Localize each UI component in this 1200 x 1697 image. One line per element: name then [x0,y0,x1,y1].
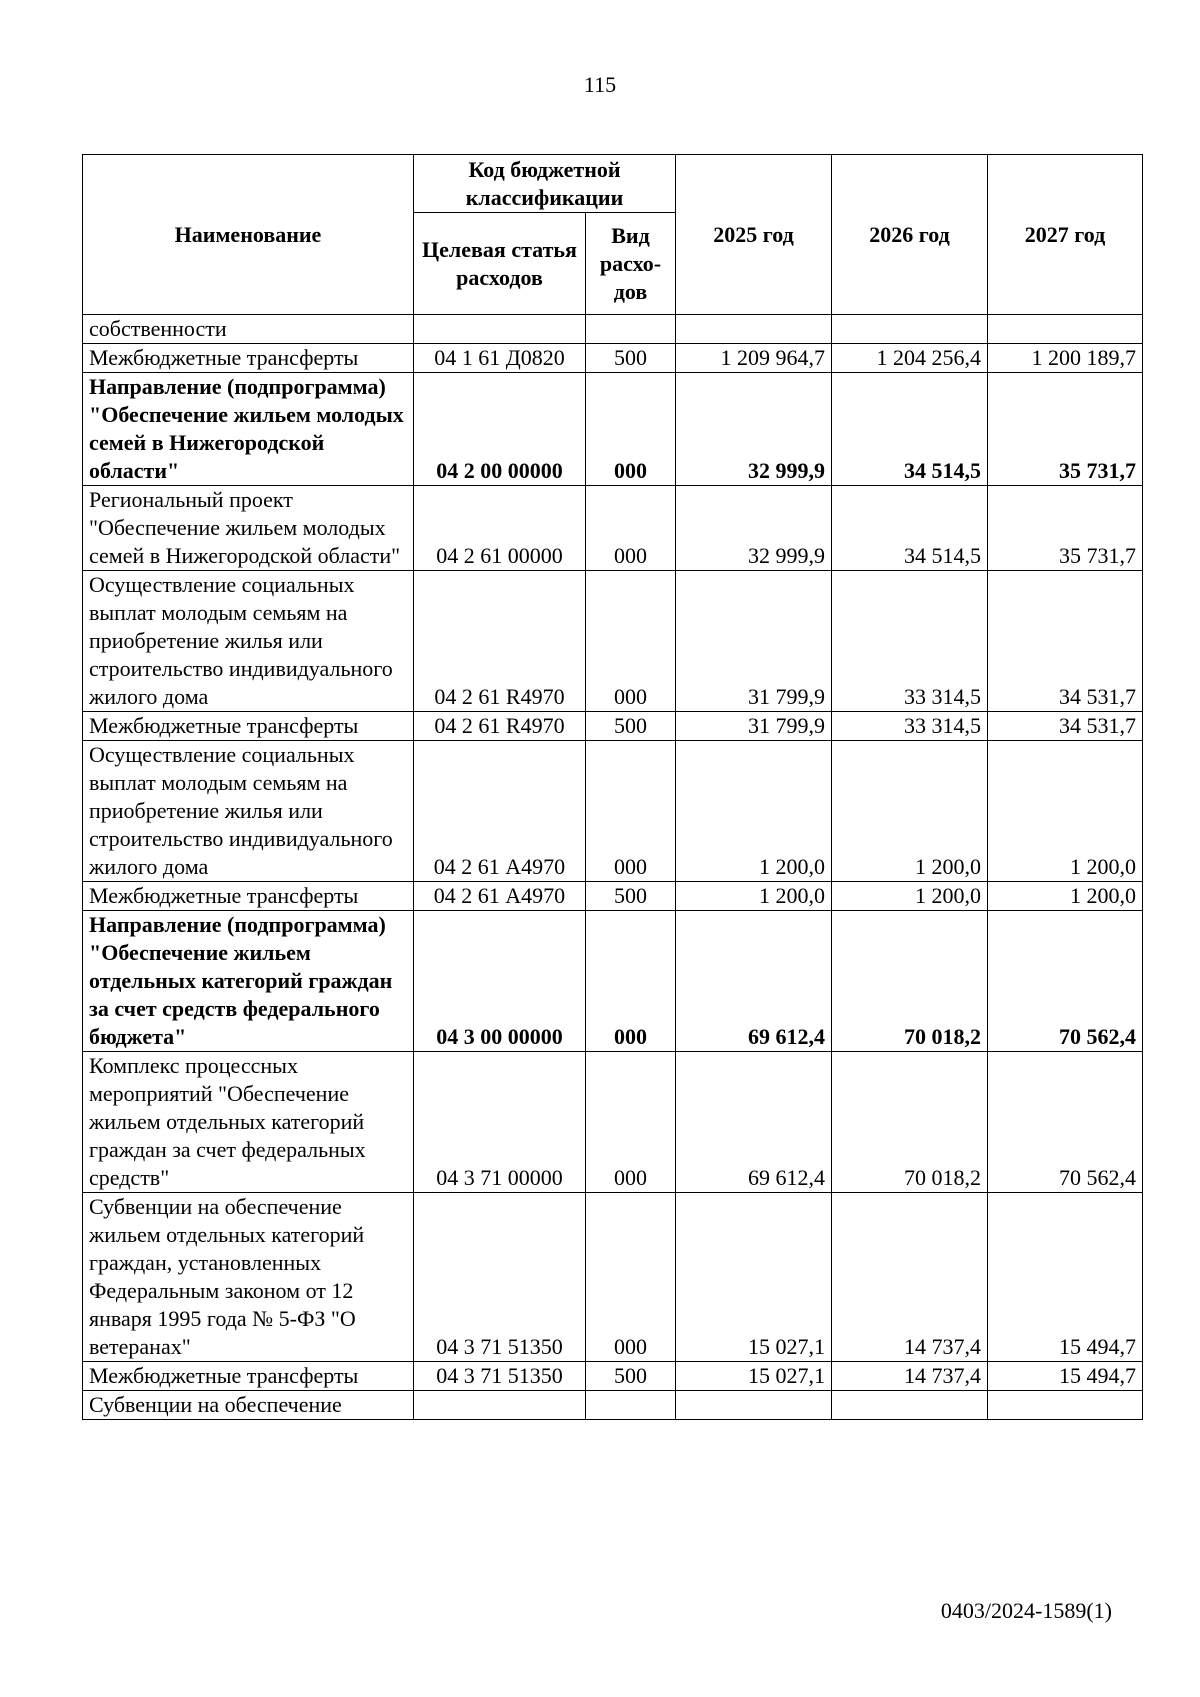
cell-2025: 15 027,1 [676,1362,832,1391]
cell-name: Осуществление социальных выплат молодым семьям на приобретение жилья или строительство индивидуального жилого дома [83,741,414,882]
cell-2026 [832,1391,988,1420]
cell-target-article: 04 2 61 R4970 [414,712,586,741]
cell-target-article: 04 3 71 51350 [414,1193,586,1362]
header-2025: 2025 год [676,155,832,315]
cell-target-article: 04 2 61 А4970 [414,741,586,882]
cell-2026: 33 314,5 [832,571,988,712]
cell-2027: 34 531,7 [988,571,1143,712]
cell-name: Региональный проект "Обеспечение жильем молодых семей в Нижегородской области" [83,486,414,571]
cell-2026 [832,315,988,344]
table-row [83,1052,1143,1193]
cell-expense-type: 500 [586,344,676,373]
cell-name: Субвенции на обеспечение жильем отдельных категорий граждан, установленных Федеральным законом от 12 января 1995 года № 5-ФЗ "О ветеранах" [83,1193,414,1362]
header-expense-type: Вид расхо-дов [586,213,676,315]
cell-target-article: 04 2 61 00000 [414,486,586,571]
cell-2027: 35 731,7 [988,486,1143,571]
cell-expense-type [586,315,676,344]
cell-target-article: 04 2 61 R4970 [414,571,586,712]
cell-2027: 70 562,4 [988,1052,1143,1193]
cell-2026: 14 737,4 [832,1362,988,1391]
header-target-article: Целевая статья расходов [414,213,586,315]
cell-2026: 34 514,5 [832,486,988,571]
cell-2026: 33 314,5 [832,712,988,741]
cell-expense-type: 500 [586,1362,676,1391]
cell-2025: 1 200,0 [676,741,832,882]
document-id: 0403/2024-1589(1) [940,1598,1112,1623]
cell-target-article: 04 1 61 Д0820 [414,344,586,373]
table-row [83,373,1143,486]
cell-expense-type: 000 [586,911,676,1052]
cell-2026: 1 200,0 [832,741,988,882]
table-row [83,571,1143,712]
cell-name: Межбюджетные трансферты [83,1362,414,1391]
cell-name: Межбюджетные трансферты [83,712,414,741]
cell-2025: 15 027,1 [676,1193,832,1362]
cell-2025: 32 999,9 [676,486,832,571]
cell-name: Направление (подпрограмма) "Обеспечение жильем отдельных категорий граждан за счет средств федерального бюджета" [83,911,414,1052]
cell-target-article: 04 3 00 00000 [414,911,586,1052]
cell-target-article [414,1391,586,1420]
cell-expense-type: 000 [586,741,676,882]
cell-target-article: 04 2 61 А4970 [414,882,586,911]
table-row [83,1362,1143,1391]
table-row [83,911,1143,1052]
cell-2027 [988,1391,1143,1420]
cell-expense-type: 500 [586,712,676,741]
budget-table [82,154,1143,1420]
cell-2027: 34 531,7 [988,712,1143,741]
header-budget-code: Код бюджетной классификации [414,155,676,213]
cell-2027: 15 494,7 [988,1193,1143,1362]
cell-2025: 1 209 964,7 [676,344,832,373]
table-row [83,1193,1143,1362]
cell-name: Направление (подпрограмма) "Обеспечение жильем молодых семей в Нижегородской области" [83,373,414,486]
cell-2027: 1 200,0 [988,741,1143,882]
cell-2026: 70 018,2 [832,1052,988,1193]
cell-name: собственности [83,315,414,344]
cell-name: Межбюджетные трансферты [83,882,414,911]
cell-2027: 1 200,0 [988,882,1143,911]
cell-2025: 32 999,9 [676,373,832,486]
cell-2025: 69 612,4 [676,911,832,1052]
table-row [83,486,1143,571]
header-2026: 2026 год [832,155,988,315]
cell-2027: 1 200 189,7 [988,344,1143,373]
cell-2027: 15 494,7 [988,1362,1143,1391]
page-number: 115 [583,72,617,97]
cell-2026: 70 018,2 [832,911,988,1052]
table-row [83,882,1143,911]
cell-expense-type: 000 [586,1052,676,1193]
cell-expense-type: 000 [586,1193,676,1362]
table-row [83,741,1143,882]
cell-expense-type: 500 [586,882,676,911]
table-row [83,1391,1143,1420]
cell-2026: 34 514,5 [832,373,988,486]
cell-2025: 31 799,9 [676,571,832,712]
cell-expense-type: 000 [586,373,676,486]
cell-expense-type: 000 [586,486,676,571]
table-row [83,315,1143,344]
cell-2026: 1 200,0 [832,882,988,911]
header-2027: 2027 год [988,155,1143,315]
cell-2025: 69 612,4 [676,1052,832,1193]
cell-target-article [414,315,586,344]
cell-2027 [988,315,1143,344]
cell-2026: 14 737,4 [832,1193,988,1362]
cell-2026: 1 204 256,4 [832,344,988,373]
table-row [83,712,1143,741]
cell-target-article: 04 2 00 00000 [414,373,586,486]
cell-name: Межбюджетные трансферты [83,344,414,373]
table-body [83,315,1143,1420]
cell-2027: 35 731,7 [988,373,1143,486]
cell-2027: 70 562,4 [988,911,1143,1052]
cell-2025 [676,1391,832,1420]
cell-2025: 31 799,9 [676,712,832,741]
cell-expense-type: 000 [586,571,676,712]
cell-expense-type [586,1391,676,1420]
cell-2025: 1 200,0 [676,882,832,911]
cell-name: Осуществление социальных выплат молодым семьям на приобретение жилья или строительство индивидуального жилого дома [83,571,414,712]
cell-name: Субвенции на обеспечение [83,1391,414,1420]
cell-2025 [676,315,832,344]
table-row [83,344,1143,373]
header-name: Наименование [83,155,414,315]
cell-target-article: 04 3 71 00000 [414,1052,586,1193]
cell-name: Комплекс процессных мероприятий "Обеспечение жильем отдельных категорий граждан за счет федеральных средств" [83,1052,414,1193]
cell-target-article: 04 3 71 51350 [414,1362,586,1391]
